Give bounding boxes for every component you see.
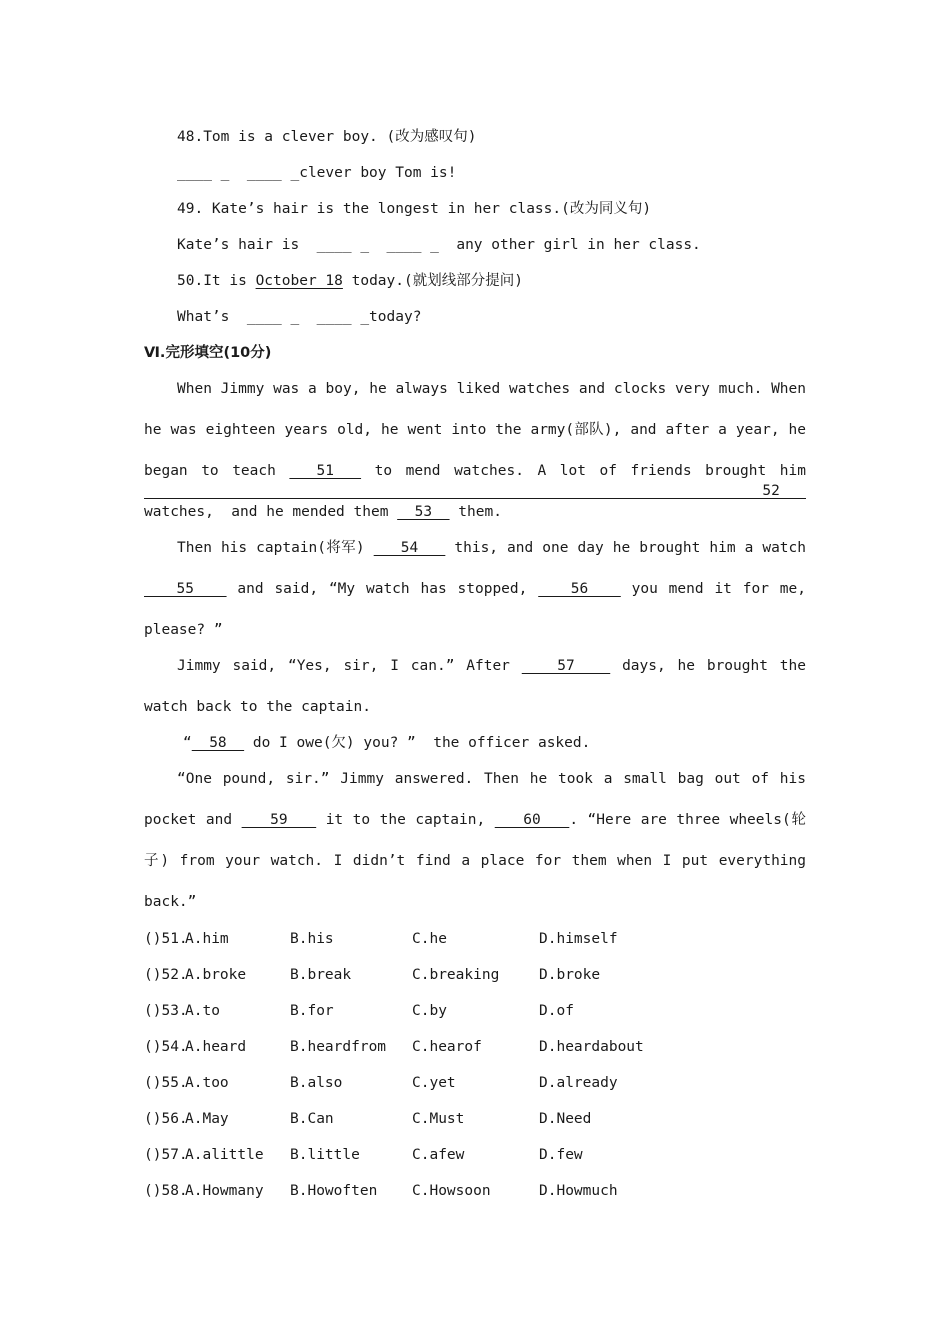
option-b: B.break — [290, 967, 352, 983]
passage-line — [144, 579, 806, 599]
q50-prompt — [177, 271, 523, 291]
q48-answer-line: ____ _ ____ _clever boy Tom is! — [177, 165, 457, 181]
option-d: D.heardabout — [539, 1039, 644, 1055]
passage-text: it to the captain, — [316, 812, 495, 828]
option-b: B.his — [290, 931, 334, 947]
option-number: ()53. — [144, 1003, 188, 1019]
passage-line: When Jimmy was a boy, he always liked watches and clocks very much. When — [177, 381, 806, 397]
passage-line — [177, 538, 806, 558]
option-c: C.breaking — [412, 967, 500, 983]
q48-prompt: 48.Tom is a clever boy. (改为感叹句) — [177, 129, 477, 145]
passage-line: please? ” — [144, 622, 223, 638]
option-b: B.Can — [290, 1111, 334, 1127]
option-number: ()54. — [144, 1039, 188, 1055]
q49-answer-line: Kate’s hair is ____ _ ____ _ any other girl in her class. — [177, 237, 701, 253]
option-c: C.Howsoon — [412, 1183, 491, 1199]
passage-text: them. — [449, 504, 502, 520]
option-c: C.afew — [412, 1147, 465, 1163]
option-a: A.to — [185, 1003, 220, 1019]
option-d: D.already — [539, 1075, 618, 1091]
option-d: D.himself — [539, 931, 618, 947]
blank-57: 57 — [521, 658, 611, 674]
option-d: D.Need — [539, 1111, 592, 1127]
option-b: B.Howoften — [290, 1183, 378, 1199]
passage-line: he was eighteen years old, he went into the army(部队), and after a year, he — [144, 422, 806, 438]
passage-line: watch back to the captain. — [144, 699, 371, 715]
blank-53: 53 — [397, 504, 450, 520]
passage-text: began to teach — [144, 463, 290, 479]
passage-line — [177, 656, 806, 676]
passage-line — [144, 502, 502, 522]
passage-text: this, and one day he brought him a watch — [445, 540, 806, 556]
blank-52: 52 — [144, 483, 806, 499]
option-a: A.heard — [185, 1039, 247, 1055]
option-a: A.May — [185, 1111, 229, 1127]
option-c: C.yet — [412, 1075, 456, 1091]
passage-text: . “Here are three wheels(轮 — [569, 812, 806, 828]
q50-prompt-end: today.(就划线部分提问) — [342, 273, 523, 289]
section-6-heading: Ⅵ.完形填空(10分) — [144, 345, 272, 361]
blank-55: 55 — [144, 581, 227, 597]
option-d: D.Howmuch — [539, 1183, 618, 1199]
option-a: A.him — [185, 931, 229, 947]
option-b: B.little — [290, 1147, 360, 1163]
option-number: ()52. — [144, 967, 188, 983]
option-c: C.he — [412, 931, 447, 947]
passage-text: you mend it for me, — [620, 581, 806, 597]
passage-line: 子) from your watch. I didn’t find a place for them when I put everything — [144, 853, 806, 869]
q50-underlined-date: October 18 — [255, 273, 343, 289]
passage-line — [144, 461, 806, 501]
passage-text: pocket and — [144, 812, 242, 828]
blank-51: 51 — [289, 463, 362, 479]
option-number: ()51. — [144, 931, 188, 947]
option-d: D.of — [539, 1003, 574, 1019]
option-a: A.too — [185, 1075, 229, 1091]
option-c: C.by — [412, 1003, 447, 1019]
passage-text: days, he brought the — [610, 658, 806, 674]
passage-line — [183, 733, 590, 753]
passage-line: back.” — [144, 894, 197, 910]
blank-58: 58 — [191, 735, 245, 751]
option-number: ()55. — [144, 1075, 188, 1091]
blank-59: 59 — [241, 812, 317, 828]
option-c: C.hearof — [412, 1039, 482, 1055]
option-b: B.for — [290, 1003, 334, 1019]
q49-prompt: 49. Kate’s hair is the longest in her class.(改为同义句) — [177, 201, 652, 217]
option-b: B.heardfrom — [290, 1039, 387, 1055]
option-d: D.few — [539, 1147, 583, 1163]
option-d: D.broke — [539, 967, 601, 983]
passage-text: do I owe(欠) you? ” the officer asked. — [244, 735, 591, 751]
q50-answer-line: What’s ____ _ ____ _today? — [177, 309, 422, 325]
option-number: ()58. — [144, 1183, 188, 1199]
passage-line — [144, 810, 806, 830]
blank-60: 60 — [494, 812, 570, 828]
passage-line: “One pound, sir.” Jimmy answered. Then he took a small bag out of his — [177, 771, 806, 787]
option-a: A.alittle — [185, 1147, 264, 1163]
passage-text: “ — [183, 735, 192, 751]
passage-text: Jimmy said, “Yes, sir, I can.” After — [177, 658, 522, 674]
passage-text: Then his captain(将军) — [177, 540, 374, 556]
option-a: A.Howmany — [185, 1183, 264, 1199]
q50-prompt-start: 50.It is — [177, 273, 256, 289]
option-c: C.Must — [412, 1111, 465, 1127]
passage-text: and said, “My watch has stopped, — [226, 581, 539, 597]
passage-text: to mend watches. A lot of friends brought him — [361, 463, 806, 479]
blank-56: 56 — [538, 581, 621, 597]
passage-text: watches, and he mended them — [144, 504, 398, 520]
blank-54: 54 — [373, 540, 446, 556]
option-number: ()56. — [144, 1111, 188, 1127]
option-number: ()57. — [144, 1147, 188, 1163]
option-b: B.also — [290, 1075, 343, 1091]
option-a: A.broke — [185, 967, 247, 983]
